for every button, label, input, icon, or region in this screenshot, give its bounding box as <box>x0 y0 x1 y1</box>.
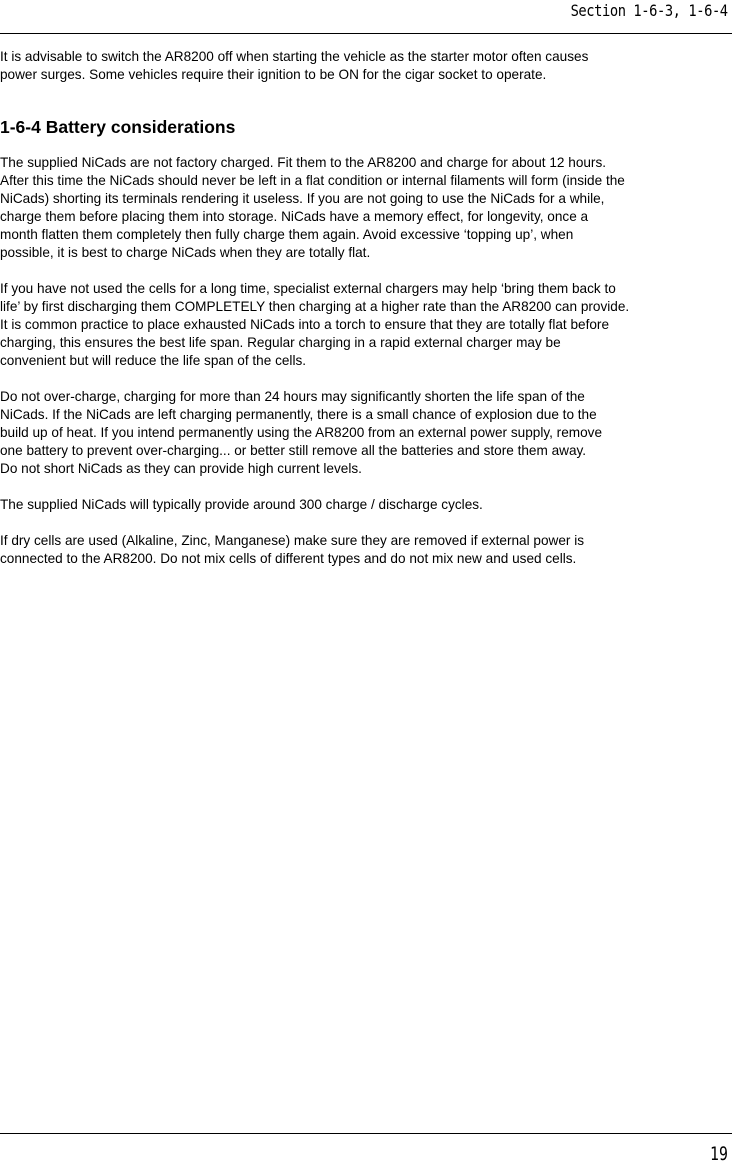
text-line: It is advisable to switch the AR8200 off when starting the vehicle as the starter motor often causes <box>0 49 589 64</box>
text-line: charge them before placing them into storage. NiCads have a memory effect, for longevity, once a <box>0 209 589 224</box>
text-line: If dry cells are used (Alkaline, Zinc, Manganese) make sure they are removed if external power is <box>0 533 585 548</box>
text-line: NiCads. If the NiCads are left charging permanently, there is a small chance of explosion due to the <box>0 407 597 422</box>
page-content <box>0 48 732 568</box>
text-line: The supplied NiCads are not factory charged. Fit them to the AR8200 and charge for about 12 hours. <box>0 155 607 170</box>
paragraph-dry-cells <box>0 532 732 568</box>
intro-paragraph <box>0 48 732 84</box>
paragraph-charging <box>0 154 732 262</box>
text-line: connected to the AR8200. Do not mix cells of different types and do not mix new and used cells. <box>0 551 577 566</box>
text-line: one battery to prevent over-charging... or better still remove all the batteries and store them away. <box>0 443 587 458</box>
text-line: possible, it is best to charge NiCads when they are totally flat. <box>0 245 371 260</box>
text-line: power surges. Some vehicles require their ignition to be ON for the cigar socket to operate. <box>0 67 547 82</box>
header-divider <box>0 33 732 34</box>
section-label: Section 1-6-3, 1-6-4 <box>570 1 728 20</box>
text-line: The supplied NiCads will typically provide around 300 charge / discharge cycles. <box>0 497 483 512</box>
text-line: charging, this ensures the best life span. Regular charging in a rapid external charger may be <box>0 335 561 350</box>
paragraph-overcharge-warning <box>0 388 732 478</box>
page-header <box>0 0 732 35</box>
text-line: Do not over-charge, charging for more than 24 hours may significantly shorten the life span of the <box>0 389 585 404</box>
page-number: 19 <box>710 1143 728 1165</box>
text-line: month flatten them completely then fully charge them again. Avoid excessive ‘topping up’, when <box>0 227 574 242</box>
paragraph-charge-cycles <box>0 496 732 514</box>
text-line: build up of heat. If you intend permanently using the AR8200 from an external power supply, remove <box>0 425 603 440</box>
section-heading: 1-6-4 Battery considerations <box>0 117 236 137</box>
text-line: It is common practice to place exhausted NiCads into a torch to ensure that they are totally flat before <box>0 317 610 332</box>
text-line: After this time the NiCads should never be left in a flat condition or internal filaments will form (inside the <box>0 173 625 188</box>
text-line: life’ by first discharging them COMPLETELY then charging at a higher rate than the AR8200 can provide. <box>0 299 630 314</box>
text-line: NiCads) shorting its terminals rendering it useless. If you are not going to use the NiCads for a while, <box>0 191 605 206</box>
footer-divider <box>0 1133 732 1134</box>
text-line: Do not short NiCads as they can provide high current levels. <box>0 461 362 476</box>
text-line: If you have not used the cells for a long time, specialist external chargers may help ‘bring them back to <box>0 281 616 296</box>
paragraph-reconditioning <box>0 280 732 370</box>
text-line: convenient but will reduce the life span of the cells. <box>0 353 307 368</box>
